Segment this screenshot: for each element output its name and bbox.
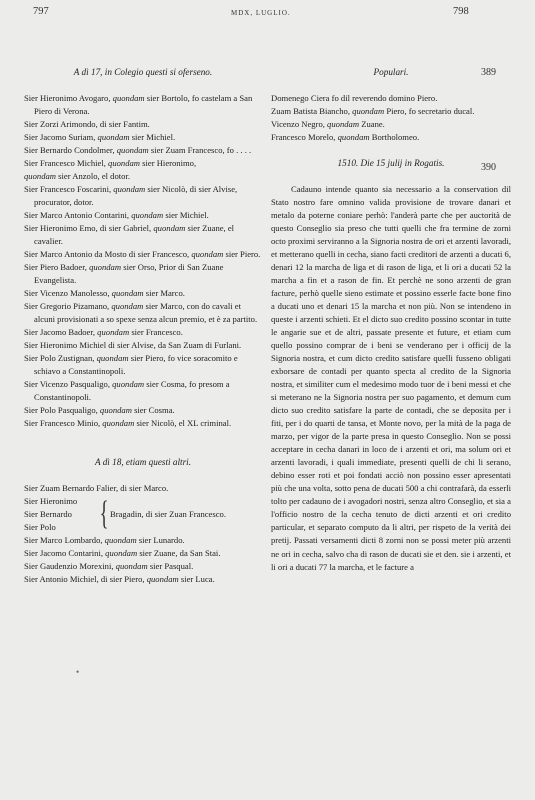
decree-paragraph: Cadauno intende quanto sia necessario a la conservation dil Stato nostro fare omnino valida provisione de trovare danari et metalo da poterne coniare perhò: l'anderà parte che per auctorità de questo Conseglio sia preso che tutti quelli che fra termine de zorni octo proximi serviranno a la Signoria nostra de ori et arzenti lavoradi, et metterano quelli in cecha, siano facti creditori de arzenti a ducati 6, denari 12 la marcha de liga et di rason de liga, et li ori a ducati 52 la marcha a fin et a rason de fin. Et perchè ne sono arzenti de gran facture, perhò quelle sieno estimate et possino esserle facte bone fino a ducati uno et denari 15 la marcha et non più. Non se intendeno in queste i arzenti schieti. Et el dicto suo credito possino scontar in tutte le angarie sue et de altri, passate presente et future, et etiam cum quello possino comprar de i beni se venderano per i officij de la Signoria nostra, et cum dicto credito satisfare quelli fusseno obligati exborsare de contadi per quanto specta al credito de la Signoria nostra, et similiter cum el medesimo modo tuor de i beni messi et che si meterano ne la Signoria nostra per suo pagamento, et demum cum dicto suo credito satisfare la parte de contadi, che se deposita per i fiti, per i do quarti de tansa, et Monte novo, per la mità de la paga de marzo, per vigor de la parte presa in questo Conseglio. Non se possi acceptare in cecha danari in loco de i arzenti et ori, ma solum ori et arzenti lavoradi, i quali immediate, presenti quelli de chi li serano, debino esser roti et poi fondati acciò non possino esser apresentati più che una volta, sotto pena de ducati 500 a chi contrafarà, da esserli tolto per cadauno de i avogadori nostri, senza altro Conseglio, et sia a l'officio nostro de la cecha tenuto de dicti arzenti et ori credito particular, et separato computo da li altri, per rispeto de la verità dei pretij. Passati versamenti dicti 8 zorni non se possi meter più arzenti ne ori in cecha, salvo cha di rason de ducati sie et den. sie i arzenti, et li ori a ducati 77 la marcha, et le facture a bbox=[271, 184, 511, 572]
list-entry: Sier Zuam Bernardo Falier, di sier Marco. bbox=[24, 483, 169, 494]
entry-quondam: quondam bbox=[116, 145, 149, 156]
entry-name: Sier Francesco Michiel, bbox=[24, 158, 106, 169]
entry-name: Sier Polo Zustignan, bbox=[24, 353, 95, 364]
entry-quondam: quondam bbox=[111, 288, 144, 299]
list-entry bbox=[24, 300, 262, 326]
brace-surname: Bragadin, di sier Zuan Francesco. bbox=[110, 509, 226, 520]
entry-rest: Bortholomeo. bbox=[371, 132, 420, 143]
entries-list-populari bbox=[271, 92, 511, 144]
list-entry bbox=[271, 92, 511, 105]
list-entry bbox=[24, 183, 262, 209]
section-title-rogatis: 1510. Die 15 julij in Rogatis. bbox=[337, 158, 445, 169]
list-entry bbox=[24, 326, 262, 339]
section-title-dì-18: A dì 18, etiam questi altri. bbox=[94, 457, 192, 468]
list-entry bbox=[24, 352, 262, 378]
entry-rest: sier Bortolo, fo castelam a San Piero di Verona. bbox=[34, 93, 253, 117]
entry-quondam: quondam bbox=[104, 535, 137, 546]
list-entry bbox=[24, 378, 262, 404]
entry-quondam: quondam bbox=[97, 132, 130, 143]
list-entry bbox=[271, 118, 511, 131]
entry-name: Sier Hieronimo Avogaro, bbox=[24, 93, 111, 103]
entry-rest: sier Francesco. bbox=[131, 327, 183, 338]
right-column bbox=[271, 66, 511, 574]
entry-name: Francesco Morelo, bbox=[271, 132, 336, 143]
entry-name: Zuam Batista Biancho, bbox=[271, 106, 350, 117]
brace-name: Sier Bernardo bbox=[24, 509, 72, 520]
entry-name: Sier Antonio Michiel, di sier Piero, bbox=[24, 574, 145, 585]
list-entry bbox=[24, 209, 262, 222]
entry-name: Sier Bernardo Condolmer, bbox=[24, 145, 115, 156]
list-entry bbox=[24, 222, 262, 248]
entry-quondam: quondam bbox=[96, 353, 129, 364]
entry-rest: sier Cosma, fo presom a Constantinopoli. bbox=[34, 379, 230, 403]
entry-rest: sier Nicolò, el XL criminal. bbox=[136, 418, 232, 429]
entry-quondam: quondam bbox=[89, 262, 122, 273]
entry-quondam: quondam bbox=[146, 574, 179, 585]
entry-quondam: quondam bbox=[191, 249, 224, 260]
entry-name: Sier Vicenzo Manolesso, bbox=[24, 288, 110, 299]
left-page-number: 797 bbox=[33, 6, 49, 17]
entry-name: Sier Jacomo Contarini, bbox=[24, 548, 104, 559]
entry-quondam: quondam bbox=[111, 301, 144, 312]
list-entry bbox=[24, 131, 262, 144]
list-entry bbox=[24, 248, 262, 261]
margin-number-390: 390 bbox=[481, 162, 496, 173]
entry-name: Sier Zorzi Arimondo, di sier Fantim. bbox=[24, 119, 150, 130]
entry-name: Sier Jacomo Suriam, bbox=[24, 132, 96, 143]
list-entry bbox=[24, 157, 262, 170]
list-entry bbox=[24, 170, 262, 183]
entry-rest: sier Marco. bbox=[145, 288, 185, 299]
margin-number-389: 389 bbox=[481, 67, 496, 78]
entry-quondam: quondam bbox=[108, 158, 141, 169]
brace-name: Sier Polo bbox=[24, 522, 56, 533]
list-entry bbox=[24, 287, 262, 300]
entry-quondam: quondam bbox=[327, 119, 360, 130]
list-entry bbox=[24, 92, 262, 118]
entry-rest: Piero, fo secretario ducal. bbox=[386, 106, 475, 117]
entry-name: Sier Marco Antonio da Mosto di sier Francesco, bbox=[24, 249, 190, 260]
entry-rest: sier Nicolò, di sier Alvise, procurator, dotor. bbox=[34, 184, 238, 208]
entry-rest: sier Anzolo, el dotor. bbox=[58, 171, 130, 182]
entry-name: Sier Jacomo Badoer, bbox=[24, 327, 96, 338]
entry-name: Domenego Ciera fo dil reverendo domino Piero. bbox=[271, 93, 438, 103]
list-entry bbox=[24, 118, 262, 131]
right-page-number: 798 bbox=[453, 6, 469, 17]
section-title-populari: Populari. bbox=[373, 67, 409, 77]
entries-list-dì-18 bbox=[24, 534, 262, 586]
entry-rest: sier Piero. bbox=[225, 249, 261, 260]
entry-quondam: quondam bbox=[352, 106, 385, 117]
entry-quondam: quondam bbox=[113, 184, 146, 195]
entry-quondam: quondam bbox=[112, 379, 145, 390]
entry-quondam: quondam bbox=[99, 405, 132, 416]
list-entry bbox=[24, 534, 262, 547]
entry-name: Sier Francesco Foscarini, bbox=[24, 184, 112, 195]
entry-name: Sier Hieronimo Michiel di sier Alvise, da San Zuam di Furlani. bbox=[24, 340, 242, 351]
entry-name: Sier Marco Lombardo, bbox=[24, 535, 103, 546]
list-entry bbox=[24, 573, 262, 586]
entry-rest: sier Marco, con do cavali et alcuni provisionati a so spexe senza alcun premio, et è za partito. bbox=[34, 301, 258, 325]
entry-name: Sier Gaudenzio Morexini, bbox=[24, 561, 114, 572]
entry-name: Sier Francesco Minio, bbox=[24, 418, 101, 429]
entry-name: Sier Polo Pasqualigo, bbox=[24, 405, 98, 416]
entry-rest: sier Luca. bbox=[180, 574, 215, 585]
list-entry bbox=[24, 339, 262, 352]
list-entry bbox=[24, 144, 262, 157]
entry-rest: sier Cosma. bbox=[134, 405, 175, 416]
entry-rest: sier Zuane, el cavalier. bbox=[34, 223, 235, 247]
entry-name: Sier Hieronimo Emo, di sier Gabriel, bbox=[24, 223, 152, 234]
entry-rest: sier Pasqual. bbox=[149, 561, 194, 572]
list-entry bbox=[24, 404, 262, 417]
entry-rest: Zuane. bbox=[361, 119, 385, 130]
entry-quondam: quondam bbox=[97, 327, 130, 338]
entry-name: Sier Gregorio Pizamano, bbox=[24, 301, 110, 312]
entry-rest: sier Orso, Prior di San Zuane Evangelista. bbox=[34, 262, 224, 286]
entry-name: Sier Vicenzo Pasqualigo, bbox=[24, 379, 110, 390]
list-entry bbox=[24, 560, 262, 573]
stray-mark: • bbox=[76, 667, 80, 677]
list-entry bbox=[24, 547, 262, 560]
entry-rest: sier Michiel. bbox=[131, 132, 176, 143]
entry-quondam: quondam bbox=[337, 132, 370, 143]
entry-rest: sier Zuane, da San Stai. bbox=[139, 548, 221, 559]
entry-rest: sier Hieronimo, bbox=[142, 158, 197, 169]
entry-quondam: quondam bbox=[102, 418, 135, 429]
entry-quondam: quondam bbox=[105, 548, 138, 559]
list-entry bbox=[24, 261, 262, 287]
entry-rest: sier Lunardo. bbox=[138, 535, 185, 546]
curly-brace-icon: { bbox=[99, 495, 109, 533]
section-title-dì-17: A dì 17, in Colegio questi si oferseno. bbox=[73, 67, 213, 77]
list-entry bbox=[271, 105, 511, 118]
entry-quondam: quondam bbox=[153, 223, 186, 234]
entry-quondam: quondam bbox=[115, 561, 148, 572]
entry-quondam: quondam bbox=[131, 210, 164, 221]
entry-rest: sier Zuam Francesco, fo . . . . bbox=[150, 145, 252, 156]
entry-name: Sier Marco Antonio Contarini, bbox=[24, 210, 130, 221]
brace-name: Sier Hieronimo bbox=[24, 496, 78, 507]
left-column bbox=[24, 66, 262, 586]
entries-list-dì-17 bbox=[24, 92, 262, 430]
entry-rest: sier Michiel. bbox=[165, 210, 209, 221]
brace-group-bragadin bbox=[24, 495, 262, 534]
running-header: MDX, LUGLIO. bbox=[231, 9, 291, 17]
entry-quondam: quondam bbox=[24, 171, 56, 182]
entry-name: Sier Piero Badoer, bbox=[24, 262, 87, 273]
entry-quondam: quondam bbox=[112, 93, 145, 103]
entry-name: Vicenzo Negro, bbox=[271, 119, 325, 130]
entry-rest: sier Piero, fo vice soracomito e schiavo a Constantinopoli. bbox=[34, 353, 238, 377]
list-entry bbox=[271, 131, 511, 144]
list-entry bbox=[24, 417, 262, 430]
